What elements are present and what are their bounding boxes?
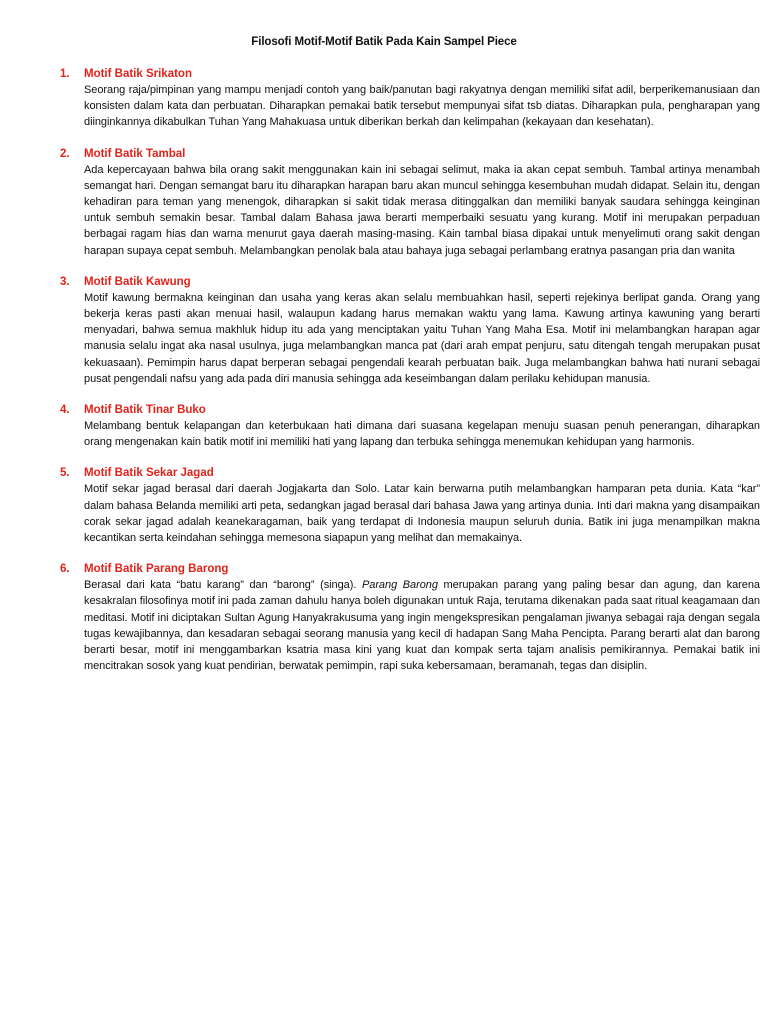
- motif-heading: [60, 274, 760, 290]
- motif-title: Motif Batik Kawung: [84, 275, 191, 288]
- description-part: merupakan parang yang paling besar dan agung, dan karena kesakralan filosofinya motif ini pada zaman dahulu hanya boleh digunakan untuk Raja, terutama dikenakan pada saat ritual keagamaan dan meditasi. Motif ini diciptakan Sultan Agung Hanyakrakusuma yang ingin mengekspresikan pengalaman jiwanya sebagai raja dengan segala tugas kewajibannya, dan kesadaran sebagai seorang manusia yang kecil di hadapan Sang Maha Pencipta. Parang berarti alat dan barong berarti besar, motif ini menggambarkan ksatria masa kini yang kuat dan kompak serta tajam analisis pemikirannya. Pemakai batik ini mencitrakan sosok yang kuat pendirian, berwatak pemimpin, rapi suka kebersamaan, beramanah, tegas dan disiplin.: [84, 579, 760, 673]
- motif-item-srikaton: [60, 66, 760, 131]
- motif-title: Motif Batik Sekar Jagad: [84, 467, 214, 480]
- motif-number: 6.: [60, 563, 70, 576]
- motif-number: 3.: [60, 275, 70, 288]
- motif-description: Seorang raja/pimpinan yang mampu menjadi contoh yang baik/panutan bagi rakyatnya dengan memiliki sifat adil, berperikemanusiaan dan konsisten dalam kata dan perbuatan. Diharapkan pemakai batik tersebut mempunyai sifat tsb diatas. Diharapkan pula, pengharapan yang diinginkannya dikabulkan Tuhan Yang Mahakuasa untuk diberikan berkah dan kelimpahan (kekayaan dan kesehatan).: [84, 84, 760, 129]
- motif-heading: [60, 561, 760, 577]
- motif-title: Motif Batik Srikaton: [84, 68, 192, 80]
- motif-description: Motif kawung bermakna keinginan dan usaha yang keras akan selalu membuahkan hasil, seperti rejekinya berlipat ganda. Orang yang bekerja keras pasti akan menuai hasil, walaupun kadang harus memakan waktu yang lama. Kawung artinya kawuning yang berarti menyadari, bahwa semua makhluk hidup itu ada yang menciptakan yaitu Tuhan Yang Maha Esa. Motif ini melambangkan harapan agar manusia selalu ingat aka nasal usulnya, juga melambangkan manca pat (dari arah empat penjuru, satu ditengah tengah merupakan pusat kekuasaan). Pemimpin harus dapat berperan sebagai pengendali kearah perbuatan baik. Juga melambangkan bahwa hati nurani sebagai pusat pengendali nafsu yang ada pada diri manusia sehingga ada keseimbangan dalam perilaku kehidupan manusia.: [84, 291, 760, 385]
- motif-item-sekar-jagad: [60, 465, 760, 546]
- motif-heading: [60, 66, 760, 82]
- motif-heading: [60, 146, 760, 162]
- motif-description: Ada kepercayaan bahwa bila orang sakit menggunakan kain ini sebagai selimut, maka ia akan cepat sembuh. Tambal artinya menambah semangat hari. Dengan semangat baru itu diharapkan harapan baru akan muncul sehingga kesembuhan mudah didapat. Selain itu, dengan kehadiran para teman yang menengok, diharapkan si sakit tidak merasa ditinggalkan dan memiliki banyak saudara sehingga keinginan untuk sembuh semakin besar. Tambal dalam Bahasa jawa berarti memperbaiki sesuatu yang kurang. Motif ini merupakan perpaduan berbagai ragam hias dan warna menurut gaya daerah masing-masing. Kain tambal biasa dipakai untuk menyelimuti orang sakit dengan harapan supaya cepat sembuh. Melambangkan penolak bala atau bahaya juga sebagai perlambang eratnya pasangan pria dan wanita: [84, 163, 760, 257]
- motif-number: 5.: [60, 467, 70, 480]
- document-title: Filosofi Motif-Motif Batik Pada Kain Sampel Piece: [251, 36, 517, 48]
- motif-description: Melambang bentuk kelapangan dan keterbukaan hati dimana dari suasana kegelapan menuju suasan penuh penerangan, diharapkan orang mengenakan kain batik motif ini memiliki hati yang lapang dan terbuka sehingga menemukan kehidupan yang harmonis.: [84, 420, 760, 449]
- motif-number: 1.: [60, 68, 70, 80]
- motif-description: Motif sekar jagad berasal dari daerah Jogjakarta dan Solo. Latar kain berwarna putih melambangkan hamparan peta dunia. Kata “kar” dalam bahasa Belanda memiliki arti peta, sedangkan jagad berasal dari bahasa Jawa yang artinya dunia. Inti dari makna yang disampaikan corak sekar jagad adalah keanekaragaman, baik yang terdapat di Indonesia maupun seluruh dunia. Batik ini juga menampilkan makna kecantikan serta keindahan sehingga memesona siapapun yang melihat dan memakainya.: [84, 483, 760, 545]
- motif-item-tambal: [60, 146, 760, 259]
- description-italic-term: Parang Barong: [361, 579, 438, 592]
- motif-title: Motif Batik Parang Barong: [84, 563, 229, 576]
- motif-title: Motif Batik Tinar Buko: [84, 404, 206, 417]
- motif-item-tinar-buko: [60, 402, 760, 450]
- motif-list: [60, 66, 760, 689]
- motif-item-kawung: [60, 274, 760, 387]
- motif-heading: [60, 402, 760, 418]
- motif-description: [84, 577, 760, 674]
- motif-title: Motif Batik Tambal: [84, 147, 186, 160]
- motif-number: 2.: [60, 147, 70, 160]
- motif-item-parang-barong: [60, 561, 760, 674]
- motif-heading: [60, 465, 760, 481]
- motif-number: 4.: [60, 404, 70, 417]
- description-part: Berasal dari kata “batu karang” dan “barong” (singa).: [84, 579, 362, 592]
